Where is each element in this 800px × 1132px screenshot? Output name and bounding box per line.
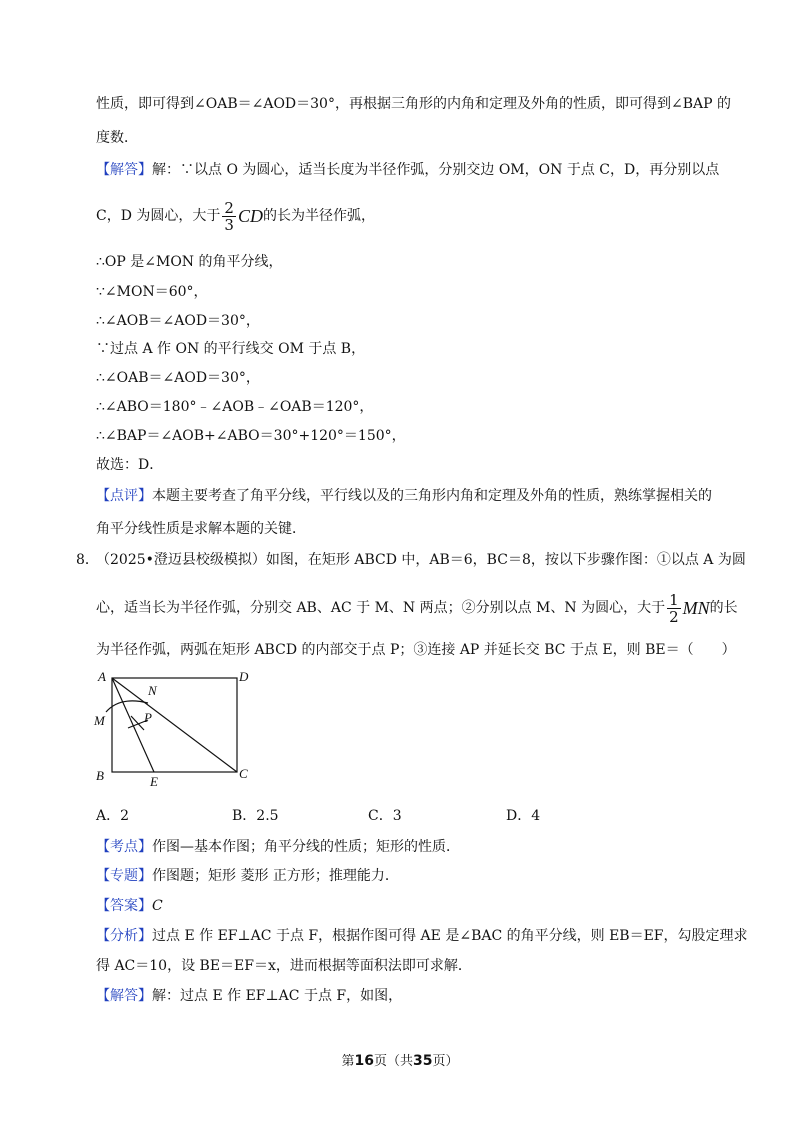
fenxi-text: 过点 E 作 EF⊥AC 于点 F，根据作图可得 AE 是∠BAC 的角平分线，则 EB＝EF，勾股定理求 (152, 928, 748, 944)
label-c: C (239, 766, 248, 781)
choice-d[interactable]: D．4 (506, 808, 541, 824)
choice-a[interactable]: A．2 (96, 808, 130, 824)
fraction-denominator: 3 (224, 215, 234, 234)
footer-text: 第 (341, 1054, 355, 1069)
text-line: 得 AC＝10，设 BE＝EF＝x，进而根据等面积法即可求解． (96, 958, 472, 974)
text-line: ∴∠AOB＝∠AOD＝30°， (96, 313, 260, 329)
jieda-tag: 【解答】 (96, 988, 152, 1004)
answer-text: C (152, 898, 163, 914)
answer-line (96, 896, 720, 916)
footer-text: 页（共 (373, 1054, 413, 1069)
comment-line (96, 486, 720, 506)
text-segment: 的长为半径作弧， (262, 208, 375, 224)
fenxi-tag: 【分析】 (96, 928, 152, 944)
text-line: ∴OP 是∠MON 的角平分线， (96, 254, 283, 270)
fraction-numerator: 2 (224, 198, 234, 217)
label-d: D (239, 670, 249, 684)
fraction (222, 200, 236, 233)
solution-tag: 【解答】 (96, 162, 152, 178)
question-number: 8． (76, 552, 99, 568)
label-n: N (148, 683, 157, 698)
question-line-fraction (96, 588, 738, 628)
footer-text: 页） (432, 1054, 459, 1069)
page-number: 16 (354, 1053, 374, 1069)
text-line: ∵过点 A 作 ON 的平行线交 OM 于点 B， (96, 341, 366, 357)
comment-text: 本题主要考查了角平分线，平行线以及的三角形内角和定理及外角的性质，熟练掌握相关的 (152, 488, 712, 504)
kaodian-tag: 【考点】 (96, 839, 152, 855)
fraction-denominator: 2 (669, 607, 679, 626)
fraction-variable: CD (237, 206, 263, 226)
zhuanti-tag: 【专题】 (96, 868, 152, 884)
text-line: ∴∠OAB＝∠AOD＝30°， (96, 370, 260, 386)
solution-line (96, 160, 720, 180)
fraction (667, 592, 681, 625)
page-footer (0, 1050, 800, 1069)
label-p: P (144, 710, 152, 725)
question-line: 为半径作弧，两弧在矩形 ABCD 的内部交于点 P；③连接 AP 并延长交 BC 于点 E，则 BE＝（ ） (96, 642, 736, 658)
jieda-line (96, 986, 720, 1006)
label-m: M (94, 713, 105, 728)
label-e: E (150, 774, 158, 789)
answer-tag: 【答案】 (96, 898, 152, 914)
page-total: 35 (413, 1053, 433, 1069)
question-line: （2025•澄迈县校级模拟）如图，在矩形 ABCD 中，AB＝6，BC＝8，按以下步骤作图：①以点 A 为圆 (96, 552, 746, 568)
kaodian-text: 作图—基本作图；角平分线的性质；矩形的性质． (152, 839, 460, 855)
jieda-text: 解：过点 E 作 EF⊥AC 于点 F，如图， (152, 988, 403, 1004)
text-line: 度数． (96, 130, 138, 146)
fraction-numerator: 1 (669, 590, 679, 609)
solution-text: 解：∵以点 O 为圆心，适当长度为半径作弧，分别交边 OM，ON 于点 C，D，再分别以点 (152, 162, 720, 178)
diagonal-ac (112, 678, 237, 772)
rectangle-figure (90, 670, 260, 790)
text-line: 故选：D． (96, 457, 164, 473)
zhuanti-line (96, 866, 720, 886)
label-b: B (96, 768, 104, 783)
comment-tag: 【点评】 (96, 488, 152, 504)
kaodian-line (96, 837, 720, 857)
solution-line-fraction (96, 196, 720, 236)
text-segment: 的长 (709, 600, 738, 616)
text-segment: C，D 为圆心，大于 (96, 208, 221, 224)
text-line: ∴∠ABO＝180°﹣∠AOB﹣∠OAB＝120°， (96, 399, 374, 415)
text-line: 角平分线性质是求解本题的关键． (96, 521, 306, 537)
fenxi-line (96, 926, 748, 946)
text-segment: 心，适当长为半径作弧，分别交 AB、AC 于 M、N 两点；②分别以点 M、N 为圆心，大于 (96, 600, 666, 616)
zhuanti-text: 作图题；矩形 菱形 正方形；推理能力． (152, 868, 399, 884)
text-line: 性质，即可得到∠OAB＝∠AOD＝30°，再根据三角形的内角和定理及外角的性质，即可得到∠BAP 的 (96, 96, 731, 112)
choice-b[interactable]: B．2.5 (232, 808, 279, 824)
fraction-variable: MN (682, 598, 710, 618)
label-a: A (98, 670, 106, 684)
choice-c[interactable]: C．3 (368, 808, 402, 824)
text-line: ∴∠BAP＝∠AOB+∠ABO＝30°+120°＝150°， (96, 428, 406, 444)
text-line: ∵∠MON＝60°， (96, 284, 208, 300)
